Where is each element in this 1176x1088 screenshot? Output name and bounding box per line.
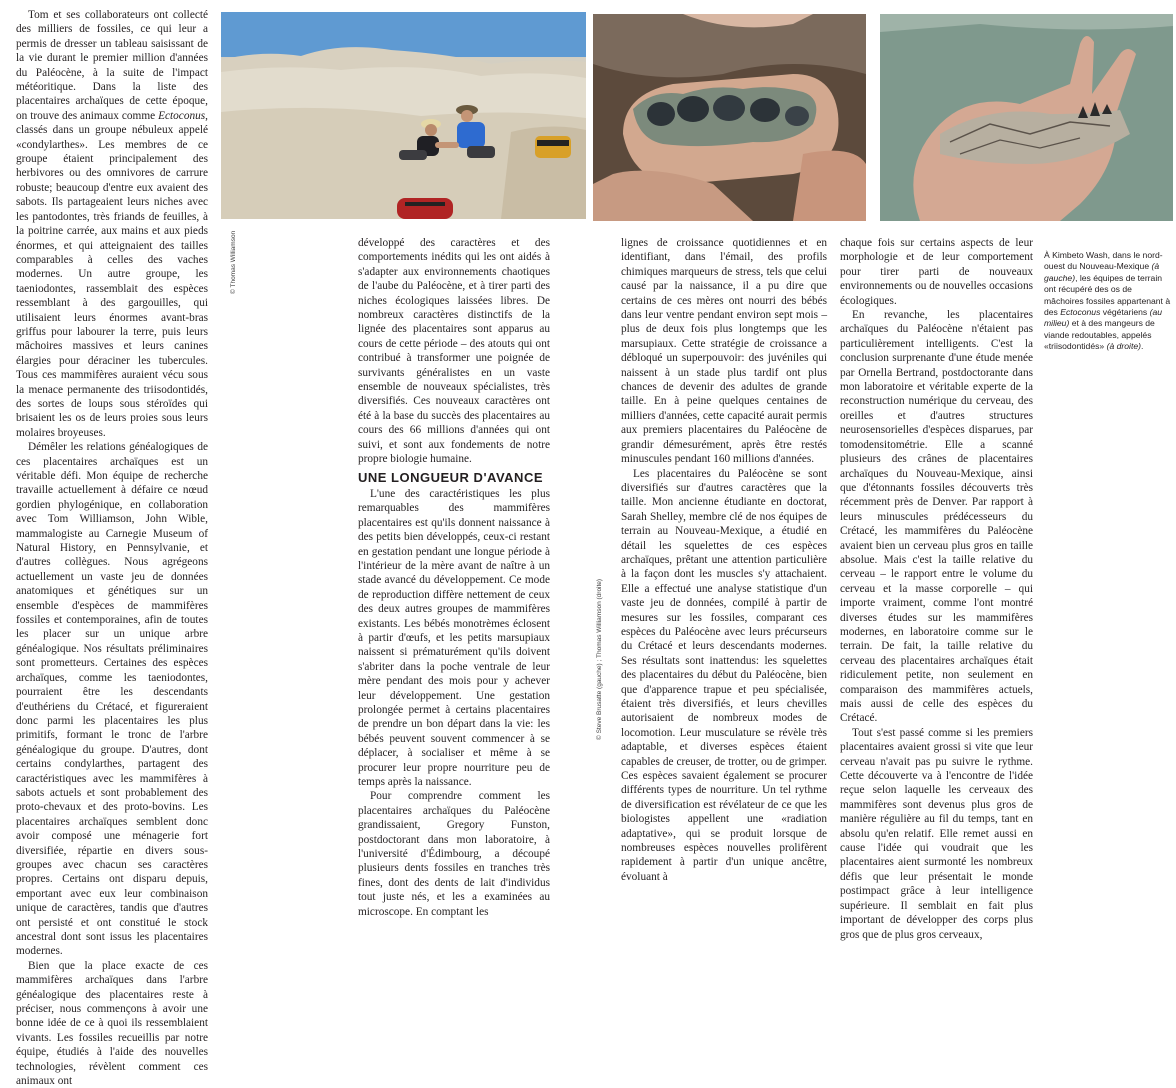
paragraph: L'une des caractéristiques les plus remarquables des mammifères placentaires est qu'ils donnent naissance à des petits bien développés, ceux-ci restant en gestation pendant une longue période à l'intérieur de la mère avant de naître à un stade avancé du développement. Ce mode de reproduction diffère nettement de ceux des deux autres groupes de mammifères existants. Les bébés monotrèmes éclosent à partir d'œufs, et les petits marsupiaux naissent si prématurément qu'ils doivent s'abriter dans la poche ventrale de leur mère pendant des mois pour y achever leur développement. Une gestation prolongée permet à certains placentaires de prendre un bon départ dans la vie: les bébés peuvent souvent commencer à se déplacer, à socialiser et même à se procurer leur propre nourriture peu de temps après la naissance. bbox=[358, 487, 550, 789]
ectoconus-jaw-photo bbox=[593, 14, 866, 221]
article-column-4 bbox=[840, 236, 1033, 942]
paragraph: Bien que la place exacte de ces mammifères archaïques dans l'arbre généalogique des placentaires reste à préciser, nous commençons à avoir une bonne idée de ce à quoi ils ressemblaient vivants. Les fossiles recueillis par notre équipe, étudiés à l'aide des nouvelles technologies, révèlent comment ces animaux ont bbox=[16, 959, 208, 1088]
photo-caption bbox=[1044, 250, 1172, 353]
paragraph: En revanche, les placentaires archaïques du Paléocène n'étaient pas particulièrement intelligents. C'est la conclusion surprenante d'une étude menée par Ornella Bertrand, postdoctorante dans mon laboratoire et véritable experte de la reconstruction numérique du cerveau, des oreilles et d'autres structures neurosensorielles d'espèces disparues, par tomodensitométrie. Elle a scanné plusieurs des crânes de placentaires archaïques du Nouveau-Mexique, ainsi que d'étonnants fossiles découverts très récemment près de Denver. Par rapport à leurs minuscules prédécesseurs du Crétacé, les mammifères du Paléocène avaient bien un cerveau plus gros en taille absolue. Mais c'est la taille relative du cerveau – le rapport entre le volume du cerveau et la masse corporelle – qui importe vraiment, comme l'ont montré diverses études sur les mammifères modernes, en laboratoire comme sur le terrain. De fait, la taille relative du cerveau des placentaires archaïques était ridiculement petite, non seulement en comparaison des mammifères actuels, mais aussi de celle des espèces du Crétacé. bbox=[840, 309, 1033, 725]
caption-text: À Kimbeto Wash, dans le nord-ouest du Nouveau-Mexique bbox=[1044, 250, 1163, 272]
paragraph: Pour comprendre comment les placentaires archaïques du Paléocène grandissaient, Gregory Funston, postdoctorant dans mon laboratoire, à l'université d'Édimbourg, a découpé plusieurs dents fossiles en tranches très fines, dont des dents de lait d'individus tout juste nés, et les a examinées au microscope. En comptant les bbox=[358, 790, 550, 918]
photo-credit: © Steve Brusatte (gauche) ; Thomas Williamson (droite) bbox=[596, 578, 603, 740]
caption-italic: (à gauche) bbox=[1044, 261, 1160, 283]
field-work-photo bbox=[221, 12, 586, 219]
article-column-1 bbox=[16, 8, 208, 1088]
section-heading: UNE LONGUEUR D'AVANCE bbox=[358, 469, 544, 485]
photo-credit: © Thomas Williamson bbox=[230, 230, 237, 294]
paragraph: chaque fois sur certains aspects de leur morphologie et de leur comportement pour tirer parti de nouveaux environnements ou de nouvelles occasions écologiques. bbox=[840, 237, 1033, 307]
field-work-illustration bbox=[221, 12, 586, 219]
paragraph: Démêler les relations généalogiques de ces placentaires archaïques est un véritable défi. Mon équipe de recherche travaille actuellement à défaire ce nœud gordien phylogénique, en collaboration avec Tom Williamson, John Wible, mammalogiste au Carnegie Museum of Natural History, en Pennsylvanie, et d'autres collègues. Nous agrégeons actuellement un vaste jeu de données anatomiques et génétiques sur un ensemble d'espèces de mammifères fossiles et contemporaines, afin de toutes les placer sur un unique arbre généalogique. Nos résultats préliminaires sont prometteurs. Certaines des espèces archaïques, comme les taeniodontes, pourraient être les descendants d'euthériens du Crétacé, et figureraient donc parmi les placentaires les plus primitifs, formant le tronc de l'arbre généalogique du groupe. D'autres, dont certains condylarthes, partagent des caractéristiques avec les mammifères à sabots actuels et sont probablement des proto-chevaux et des proto-bovins. Les placentaires archaïques semblent donc avoir composé une ménagerie fort diversifiée, répartie en divers sous-groupes avec chacun ses caractères propres. Certains ont disparu depuis, emportant avec eux leur combinaison unique de caractères, tandis que d'autres ont persisté et ont constitué le stock ancestral dont sont issus les placentaires modernes. bbox=[16, 441, 208, 958]
paragraph: lignes de croissance quotidiennes et en identifiant, dans l'émail, des profils chimiques marqueurs de stress, tels que celui causé par la naissance, il a pu dire que certains de ces mères ont nourri des bébés dans leur ventre pendant environ sept mois – plus de deux fois plus longtemps que les marsupiaux. Cette stratégie de croissance a débloqué un superpouvoir: des juvéniles qui naissent à un stade plus tardif ont plus chances de devenir des adultes de grande taille. En à peine quelques centaines de milliers d'années, cette capacité aurait permis aux premiers placentaires du Paléocène de grandir démesurément, après être restés minuscules pendant 160 millions d'années. bbox=[621, 237, 827, 466]
triisodontid-jaw-photo bbox=[880, 14, 1173, 221]
paragraph: Les placentaires du Paléocène se sont diversifiés sur d'autres caractères que la taille. Mon ancienne étudiante en doctorat, Sarah Shelley, membre clé de nos équipes de terrain au Nouveau-Mexique, a étudié en détail les squelettes de ces espèces archaïques, prêtant une attention particulière à la façon dont les muscles s'y attachaient. Elle a effectué une analyse statistique d'un vaste jeu de données, compilé à partir de mesures sur les fossiles, comparant ces espèces du Paléocène avec leurs précurseurs du Crétacé et leurs descendants modernes. Ses résultats sont inattendus: les squelettes des placentaires du début du Paléocène, bien que d'apparence trapue et peu spécialisée, étaient très diversifiés, et leurs chevilles autorisaient de nombreux modes de locomotion. Leur musculature se révèle très adaptable, et diverses espèces étaient capables de creuser, de trotter, ou de grimper. Ces espèces savaient également se procurer différents types de nourriture. Un tel rythme de diversification est révélateur de ce que les biologistes appellent une «radiation adaptative», qui se produit lorsque de nombreuses espèces nouvelles prolifèrent rapidement à partir d'un unique ancêtre, évoluant à bbox=[621, 467, 827, 883]
caption-text: végétariens bbox=[1100, 307, 1150, 318]
caption-text: et à des mangeurs de viande redoutables, appelés «triisodontidés» bbox=[1044, 318, 1155, 352]
paragraph: Tom et ses collaborateurs ont collecté des milliers de fossiles, ce qui leur a permis de dresser un tableau saisissant de la vie durant le premier million d'années du Paléocène, à la suite de l'impact météoritique. Dans la liste des placentaires archaïques de cette époque, on trouve des animaux comme Ectoconus, classés dans un groupe nébuleux appelé «condylarthes». Les membres de ce groupe étaient principalement des herbivores ou des omnivores de carrure robuste; beaucoup d'entre eux avaient des sabots. Ils partageaient leurs niches avec les pantodontes, très friands de feuilles, à la poitrine carrée, aux mains et aux pieds énormes, et qui atteignaient des tailles comparables à celles des vaches modernes. Un autre groupe, les taeniodontes, rassemblait des espèces ressemblant à des gargouilles, qui utilisaient leurs énormes avant-bras griffus pour labourer la terre, puis leurs mâchoires massives et leurs canines élargies pour déraciner les tubercules. Tous ces mammifères auraient vécu sous la menace permanente des triisodontidés, des sortes de loups sous stéroïdes qui brisaient les os de leurs proies sous leurs molaires broyeuses. bbox=[16, 9, 208, 439]
paragraph: développé des caractères et des comportements inédits qui les ont aidés à s'adapter aux environnements chaotiques de l'aube du Paléocène, et à tirer parti des niches écologiques laissées libres. De nombreux caractères distinctifs de la lignée des placentaires sont apparus au cours de cette période – des atouts qui ont contribué à transformer une poignée de survivants généralistes en un vaste ensemble de nouveaux spécialistes, très diversifiés. Ces nouveaux caractères ont été à la base du succès des placentaires au cours des 66 millions d'années qui ont suivi, et sont aux fondements de notre propre biologie humaine. bbox=[358, 237, 550, 466]
caption-italic: Ectoconus bbox=[1060, 307, 1101, 318]
article-column-3 bbox=[621, 236, 827, 884]
caption-text: . bbox=[1140, 341, 1144, 352]
caption-italic: (à droite) bbox=[1106, 341, 1141, 352]
genus-name: Ectoconus bbox=[158, 109, 206, 122]
paragraph: Tout s'est passé comme si les premiers placentaires avaient grossi si vite que leur cerveau n'avait pas pu suivre le rythme. Cette découverte va à l'encontre de l'idée reçue selon laquelle les cerveaux des mammifères sont devenus plus gros de manière régulière au fil du temps, tant en absolu qu'en relatif. Elle remet aussi en cause l'idée qui voudrait que les placentaires aient surmonté les nombreux défis que leur présentait le monde postimpact grâce à leur intelligence supérieure. Il semblait en fait plus important de développer des corps plus gros que de plus gros cerveaux, bbox=[840, 726, 1033, 941]
caption-text: , les équipes de terrain ont récupéré des os de mâchoires fossiles appartenant à des bbox=[1044, 272, 1171, 318]
jaw-illustration bbox=[593, 14, 866, 221]
article-column-2 bbox=[358, 236, 550, 919]
hand-jaw-illustration bbox=[880, 14, 1173, 221]
caption-italic: (au milieu) bbox=[1044, 307, 1163, 329]
